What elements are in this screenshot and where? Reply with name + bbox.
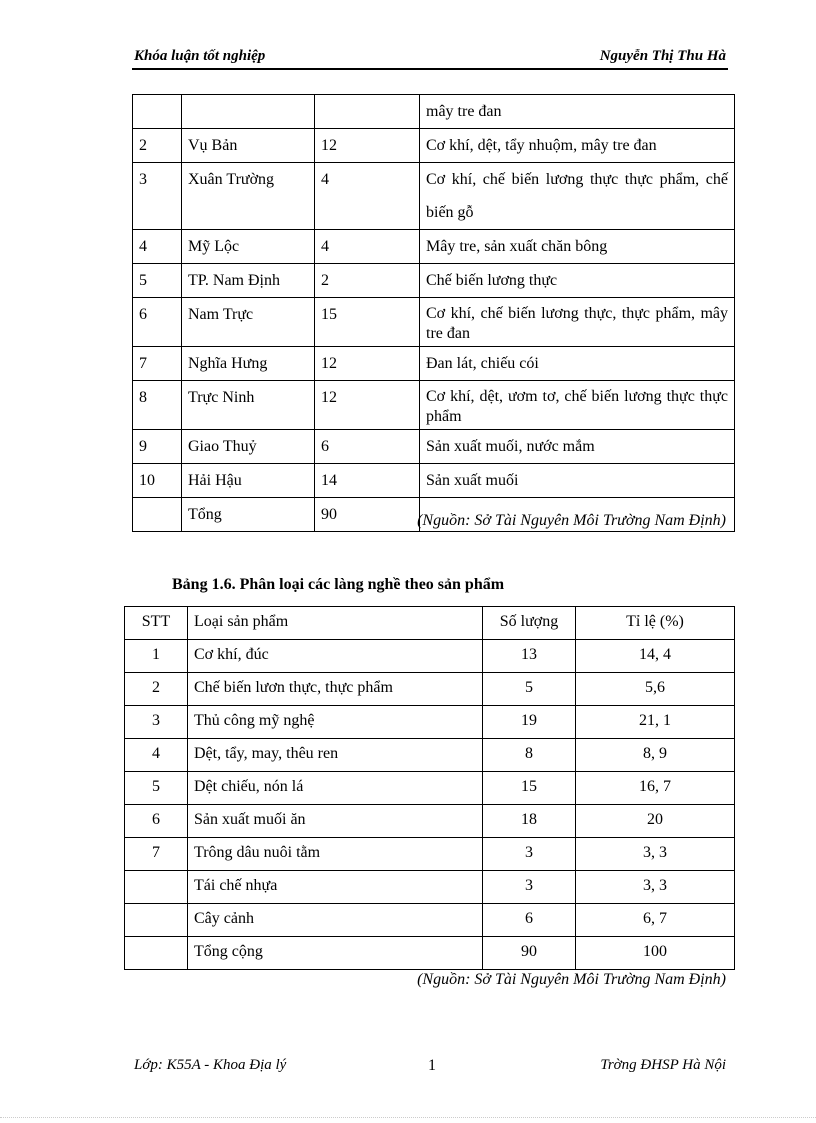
cell-ratio: 16, 7 <box>576 772 735 805</box>
cell-product-type: Tổng cộng <box>188 937 483 970</box>
cell-stt <box>133 95 182 129</box>
cell-crafts: Cơ khí, chế biến lương thực thực phẩm, chế biến gỗ <box>420 163 735 230</box>
header-stt: STT <box>125 607 188 640</box>
cell-stt <box>125 871 188 904</box>
table2-row <box>125 772 735 805</box>
footer-class: Lớp: K55A - Khoa Địa lý <box>134 1057 287 1073</box>
table1-row <box>133 230 735 264</box>
craft-village-product-table <box>124 606 735 970</box>
table2-body <box>125 640 735 970</box>
table1-row <box>133 163 735 230</box>
cell-crafts: mây tre đan <box>420 95 735 129</box>
cell-count: 3 <box>483 871 576 904</box>
footer-school: Trờng ĐHSP Hà Nội <box>600 1057 726 1073</box>
cell-district: Nghĩa Hưng <box>182 347 315 381</box>
cell-crafts: Cơ khí, dệt, tẩy nhuộm, mây tre đan <box>420 129 735 163</box>
cell-count: 12 <box>315 381 420 430</box>
cell-district: Nam Trực <box>182 298 315 347</box>
table2-row <box>125 805 735 838</box>
cell-stt: 4 <box>133 230 182 264</box>
header-ratio: Tỉ lệ (%) <box>576 607 735 640</box>
cell-stt: 5 <box>133 264 182 298</box>
cell-count: 14 <box>315 464 420 498</box>
cell-stt <box>125 937 188 970</box>
table2-caption: Bảng 1.6. Phân loại các làng nghề theo sản phẩm <box>172 576 505 593</box>
cell-stt: 8 <box>133 381 182 430</box>
cell-crafts: Sản xuất muối <box>420 464 735 498</box>
cell-count: 4 <box>315 230 420 264</box>
cell-product-type: Dệt chiếu, nón lá <box>188 772 483 805</box>
header-count: Số lượng <box>483 607 576 640</box>
cell-crafts: Cơ khí, chế biến lương thực, thực phẩm, mây tre đan <box>420 298 735 347</box>
table2-row <box>125 640 735 673</box>
cell-count: 90 <box>315 498 420 532</box>
cell-district: Xuân Trường <box>182 163 315 230</box>
cell-stt: 2 <box>133 129 182 163</box>
table1-row <box>133 381 735 430</box>
cell-stt <box>133 498 182 532</box>
cell-product-type: Cây cảnh <box>188 904 483 937</box>
cell-stt: 6 <box>133 298 182 347</box>
cell-count: 12 <box>315 129 420 163</box>
cell-crafts: Sản xuất muối, nước mắm <box>420 430 735 464</box>
cell-stt: 5 <box>125 772 188 805</box>
table1-row <box>133 430 735 464</box>
cell-count: 8 <box>483 739 576 772</box>
table2-row <box>125 673 735 706</box>
cell-count: 15 <box>483 772 576 805</box>
cell-ratio: 100 <box>576 937 735 970</box>
cell-ratio: 8, 9 <box>576 739 735 772</box>
table2-row <box>125 706 735 739</box>
table2-row <box>125 739 735 772</box>
cell-district: Giao Thuỷ <box>182 430 315 464</box>
cell-count: 13 <box>483 640 576 673</box>
cell-product-type: Thủ công mỹ nghệ <box>188 706 483 739</box>
cell-ratio: 6, 7 <box>576 904 735 937</box>
cell-stt <box>125 904 188 937</box>
cell-count: 90 <box>483 937 576 970</box>
cell-stt: 6 <box>125 805 188 838</box>
cell-ratio: 21, 1 <box>576 706 735 739</box>
table1-source: (Nguồn: Sở Tài Nguyên Môi Trường Nam Định) <box>417 512 726 529</box>
table1-row <box>133 298 735 347</box>
table2-row <box>125 838 735 871</box>
table1-body <box>133 95 735 532</box>
cell-stt: 1 <box>125 640 188 673</box>
cell-count: 4 <box>315 163 420 230</box>
cell-district: Vụ Bản <box>182 129 315 163</box>
cell-count: 19 <box>483 706 576 739</box>
cell-stt: 9 <box>133 430 182 464</box>
cell-crafts: Đan lát, chiếu cói <box>420 347 735 381</box>
cell-count: 3 <box>483 838 576 871</box>
cell-product-type: Tái chế nhựa <box>188 871 483 904</box>
table2-source: (Nguồn: Sở Tài Nguyên Môi Trường Nam Định) <box>417 971 726 988</box>
cell-count: 6 <box>315 430 420 464</box>
cell-count: 5 <box>483 673 576 706</box>
page-bottom-edge <box>0 1117 816 1118</box>
cell-ratio: 20 <box>576 805 735 838</box>
table1-row <box>133 347 735 381</box>
cell-count: 6 <box>483 904 576 937</box>
table2-row <box>125 871 735 904</box>
header-product-type: Loại sản phẩm <box>188 607 483 640</box>
cell-stt: 3 <box>133 163 182 230</box>
header-right: Nguyễn Thị Thu Hà <box>599 48 726 64</box>
craft-village-district-table <box>132 94 735 532</box>
cell-district: TP. Nam Định <box>182 264 315 298</box>
cell-product-type: Cơ khí, đúc <box>188 640 483 673</box>
cell-count: 2 <box>315 264 420 298</box>
cell-stt: 2 <box>125 673 188 706</box>
table2-row <box>125 937 735 970</box>
cell-ratio: 5,6 <box>576 673 735 706</box>
cell-district: Trực Ninh <box>182 381 315 430</box>
cell-product-type: Trông dâu nuôi tằm <box>188 838 483 871</box>
cell-stt: 7 <box>125 838 188 871</box>
cell-stt: 10 <box>133 464 182 498</box>
cell-count: 18 <box>483 805 576 838</box>
page-number: 1 <box>428 1057 436 1074</box>
cell-product-type: Dệt, tẩy, may, thêu ren <box>188 739 483 772</box>
cell-ratio: 3, 3 <box>576 838 735 871</box>
table1-row <box>133 129 735 163</box>
header-divider <box>132 68 728 70</box>
cell-district: Tổng <box>182 498 315 532</box>
cell-count: 15 <box>315 298 420 347</box>
table1-row <box>133 464 735 498</box>
table1-row <box>133 95 735 129</box>
cell-crafts: Mây tre, sản xuất chăn bông <box>420 230 735 264</box>
cell-count <box>315 95 420 129</box>
cell-product-type: Sản xuất muối ăn <box>188 805 483 838</box>
cell-count: 12 <box>315 347 420 381</box>
cell-product-type: Chế biến lươn thực, thực phẩm <box>188 673 483 706</box>
cell-stt: 7 <box>133 347 182 381</box>
cell-crafts: Chế biến lương thực <box>420 264 735 298</box>
cell-stt: 3 <box>125 706 188 739</box>
cell-crafts: Cơ khí, dệt, ươm tơ, chế biến lương thực thực phẩm <box>420 381 735 430</box>
table2-row <box>125 904 735 937</box>
cell-stt: 4 <box>125 739 188 772</box>
cell-district: Hải Hậu <box>182 464 315 498</box>
cell-ratio: 14, 4 <box>576 640 735 673</box>
cell-district: Mỹ Lộc <box>182 230 315 264</box>
cell-ratio: 3, 3 <box>576 871 735 904</box>
table1-row <box>133 264 735 298</box>
table2-header-row <box>125 607 735 640</box>
header-left: Khóa luận tốt nghiệp <box>134 48 266 64</box>
cell-district <box>182 95 315 129</box>
